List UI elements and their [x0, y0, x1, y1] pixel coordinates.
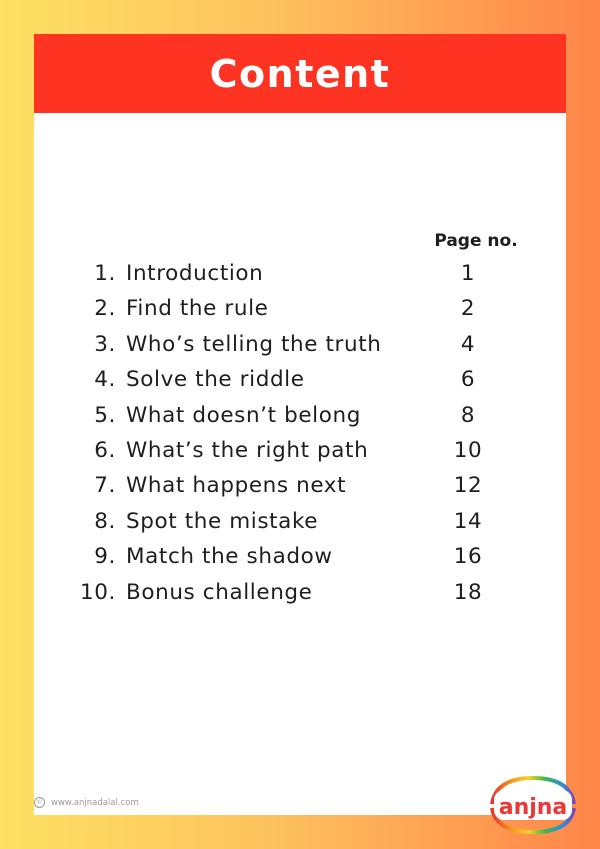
toc-entry-title: Find the rule: [126, 296, 269, 322]
toc-entry: [34, 576, 566, 611]
copyright-icon: ©: [34, 797, 45, 808]
content-page: [34, 34, 568, 820]
toc-entry-number: 2.: [94, 296, 116, 322]
toc-entry-page: 18: [453, 579, 483, 605]
toc-entry: [34, 292, 566, 327]
toc-entry-number: 5.: [94, 402, 116, 428]
toc-entry-title: What’s the right path: [126, 437, 369, 463]
footer: [34, 797, 139, 808]
toc-entry-number: 8.: [94, 508, 116, 534]
toc-entry: [34, 540, 566, 575]
header-banner: [34, 34, 566, 113]
toc-entry-title: What doesn’t belong: [126, 402, 361, 428]
toc-entry-title: What happens next: [126, 473, 347, 499]
page-title: Content: [209, 51, 391, 96]
toc-entry-number: 10.: [80, 579, 116, 605]
toc-entry-page: 14: [453, 508, 483, 534]
toc-entry-page: 4: [460, 331, 476, 357]
logo-text: anjna: [498, 795, 568, 820]
toc-entry-number: 1.: [94, 261, 116, 286]
toc-entry-number: 4.: [94, 367, 116, 393]
toc-entry-number: 9.: [94, 544, 116, 570]
toc-entry-title: Match the shadow: [126, 544, 333, 570]
toc-entry-page: 8: [460, 402, 476, 428]
toc-entry-title: Spot the mistake: [126, 508, 319, 534]
toc-entry-title: Bonus challenge: [126, 579, 313, 605]
toc-entry: [34, 328, 566, 363]
toc-entry: [34, 363, 566, 398]
toc-entry: [34, 434, 566, 469]
toc-entry-page: 10: [453, 437, 483, 463]
toc-entry: [34, 257, 566, 292]
anjna-logo: [486, 774, 580, 836]
toc-entry-number: 3.: [94, 331, 116, 357]
website-url: www.anjnadalal.com: [51, 797, 139, 808]
toc-entry: [34, 469, 566, 504]
toc-entry-title: Introduction: [126, 261, 264, 286]
table-of-contents: [34, 257, 566, 611]
toc-entry: [34, 399, 566, 434]
toc-entry-page: 6: [460, 367, 476, 393]
toc-entry-number: 6.: [94, 437, 116, 463]
toc-entry: [34, 505, 566, 540]
toc-entry-title: Solve the riddle: [126, 367, 305, 393]
toc-entry-page: 12: [453, 473, 483, 499]
toc-entry-number: 7.: [94, 473, 116, 499]
toc-entry-page: 16: [453, 544, 483, 570]
page-number-column-header: Page no.: [434, 231, 518, 251]
toc-entry-title: Who’s telling the truth: [126, 331, 382, 357]
toc-entry-page: 2: [460, 296, 476, 322]
toc-entry-page: 1: [460, 261, 476, 286]
